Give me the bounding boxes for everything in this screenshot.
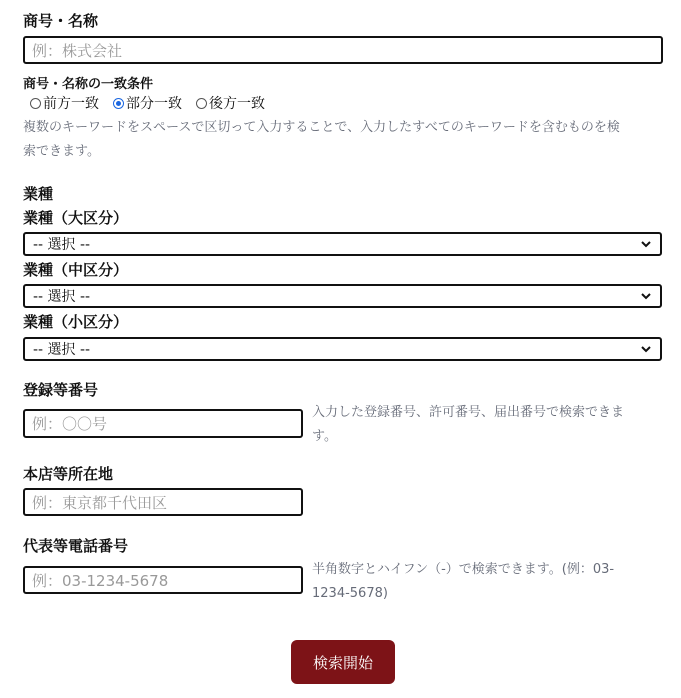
industry-heading: 業種 [23,185,54,203]
phone-help-text [312,558,662,606]
match-help-text [23,116,673,164]
chevron-down-icon [640,343,652,355]
registration-number-input[interactable]: 例：〇〇号 [23,409,303,438]
radio-label: 後方一致 [209,96,265,112]
registration-help-text [312,401,662,449]
radio-button[interactable] [196,98,207,109]
industry-middle-select[interactable] [23,284,662,308]
industry-major-label: 業種（大区分） [23,209,129,227]
radio-label: 前方一致 [43,96,99,112]
industry-major-select[interactable] [23,232,662,256]
industry-middle-label: 業種（中区分） [23,261,129,279]
select-value: -- 選択 -- [33,342,91,358]
select-value: -- 選択 -- [33,289,91,305]
phone-label: 代表等電話番号 [23,537,129,555]
address-input[interactable]: 例：東京都千代田区 [23,488,303,516]
industry-minor-select[interactable] [23,337,662,361]
company-name-label: 商号・名称 [23,12,99,30]
help-line: 複数のキーワードをスペースで区切って入力することで、入力したすべてのキーワードを含むものを検 [23,120,620,135]
radio-partial-match[interactable] [113,93,182,113]
help-line: す。 [312,429,337,444]
industry-minor-label: 業種（小区分） [23,313,129,331]
help-line: 索できます。 [23,144,100,159]
match-condition-group [30,93,279,113]
address-label: 本店等所在地 [23,465,114,483]
radio-suffix-match[interactable] [196,93,265,113]
radio-label: 部分一致 [126,96,182,112]
chevron-down-icon [640,290,652,302]
phone-input[interactable]: 例：03-1234-5678 [23,566,303,594]
registration-number-label: 登録等番号 [23,381,99,399]
radio-prefix-match[interactable] [30,93,99,113]
radio-button[interactable] [30,98,41,109]
radio-button-selected[interactable] [113,98,124,109]
select-value: -- 選択 -- [33,237,91,253]
match-condition-label: 商号・名称の一致条件 [23,77,154,92]
help-line: 入力した登録番号、許可番号、届出番号で検索できま [312,405,625,420]
help-line: 半角数字とハイフン（-）で検索できます。(例：03- [312,562,615,577]
chevron-down-icon [640,238,652,250]
search-start-button[interactable]: 検索開始 [291,640,395,684]
company-name-input[interactable]: 例：株式会社 [23,36,663,64]
help-line: 1234-5678) [312,586,388,601]
